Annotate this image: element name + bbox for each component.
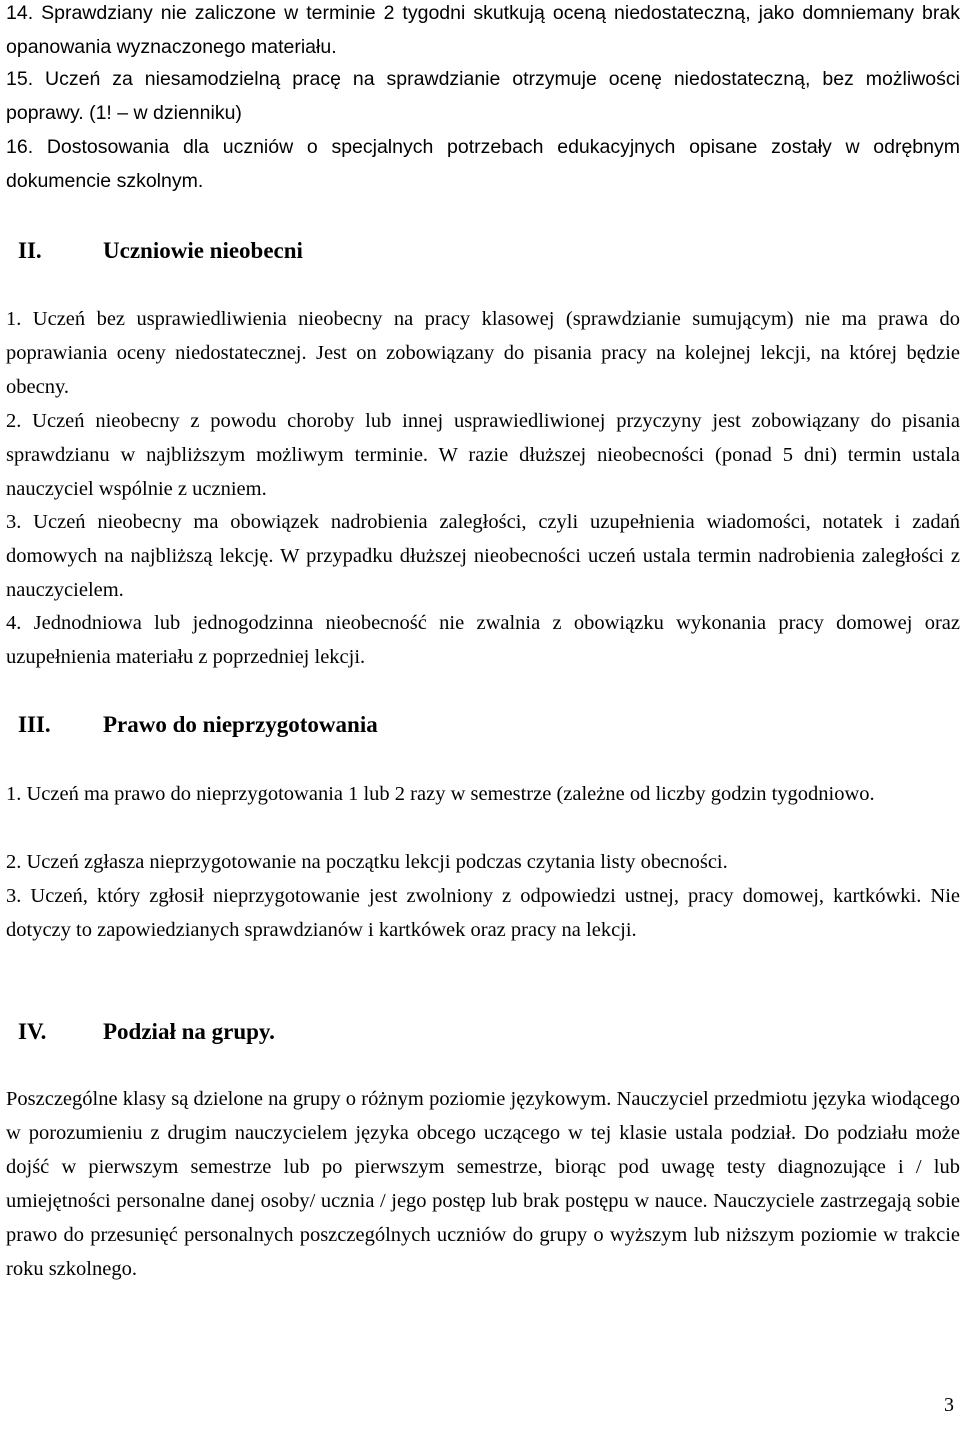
section-2-heading (18, 236, 303, 266)
section-2-title: Uczniowie nieobecni (103, 238, 303, 263)
section-4-paragraph: Poszczególne klasy są dzielone na grupy o różnym poziomie językowym. Nauczyciel przedmiotu języka wiodącego w porozumieniu z drugim nauczycielem języka obcego uczącego w tej klasie ustala podział. Do podziału może dojść w pierwszym semestrze lub po pierwszym semestrze, biorąc pod uwagę testy diagnozujące i / lub umiejętności personalne danej osoby/ ucznia / jego postęp lub brak postępu w nauce. Nauczyciele zastrzegają sobie prawo do przesunięć personalnych poszczególnych uczniów do grupy o wyższym lub niższym poziomie w trakcie roku szkolnego. (6, 1088, 960, 1280)
page-number: 3 (944, 1394, 954, 1416)
section-3-title: Prawo do nieprzygotowania (103, 712, 378, 737)
section-2-item-4: 4. Jednodniowa lub jednogodzinna nieobecność nie zwalnia z obowiązku wykonania pracy domowej oraz uzupełnienia materiału z poprzedniej lekcji. (6, 612, 960, 668)
item-14: 14. Sprawdziany nie zaliczone w terminie 2 tygodni skutkują oceną niedostateczną, jako domniemany brak opanowania wyznaczonego materiału. (6, 2, 960, 58)
section-4-number: IV. (18, 1019, 47, 1044)
section-2-item-2: 2. Uczeń nieobecny z powodu choroby lub innej usprawiedliwionej przyczyny jest zobowiązany do pisania sprawdzianu w najbliższym możliwym terminie. W razie dłuższej nieobecności (ponad 5 dni) termin ustala nauczyciel wspólnie z uczniem. (6, 410, 960, 500)
item-16: 16. Dostosowania dla uczniów o specjalnych potrzebach edukacyjnych opisane zostały w odrębnym dokumencie szkolnym. (6, 136, 960, 192)
section-4-title: Podział na grupy. (103, 1019, 275, 1044)
section-3-item-2: 2. Uczeń zgłasza nieprzygotowanie na początku lekcji podczas czytania listy obecności. (6, 851, 728, 873)
section-3-heading (18, 710, 378, 740)
section-2-item-1: 1. Uczeń bez usprawiedliwienia nieobecny na pracy klasowej (sprawdzianie sumującym) nie ma prawa do poprawiania oceny niedostatecznej. Jest on zobowiązany do pisania pracy na kolejnej lekcji, na której będzie obecny. (6, 308, 960, 398)
section-2-item-3: 3. Uczeń nieobecny ma obowiązek nadrobienia zaległości, czyli uzupełnienia wiadomości, notatek i zadań domowych na najbliższą lekcję. W przypadku dłuższej nieobecności uczeń ustala termin nadrobienia zaległości z nauczycielem. (6, 511, 960, 601)
item-15: 15. Uczeń za niesamodzielną pracę na sprawdzianie otrzymuje ocenę niedostateczną, bez możliwości poprawy. (1! – w dzienniku) (6, 68, 960, 124)
section-2-number: II. (18, 238, 42, 263)
section-3-number: III. (18, 712, 51, 737)
section-4-heading (18, 1017, 275, 1047)
section-3-item-3: 3. Uczeń, który zgłosił nieprzygotowanie jest zwolniony z odpowiedzi ustnej, pracy domowej, kartkówki. Nie dotyczy to zapowiedzianych sprawdzianów i kartkówek oraz pracy na lekcji. (6, 885, 960, 941)
section-3-item-1: 1. Uczeń ma prawo do nieprzygotowania 1 lub 2 razy w semestrze (zależne od liczby godzin tygodniowo. (6, 783, 875, 805)
